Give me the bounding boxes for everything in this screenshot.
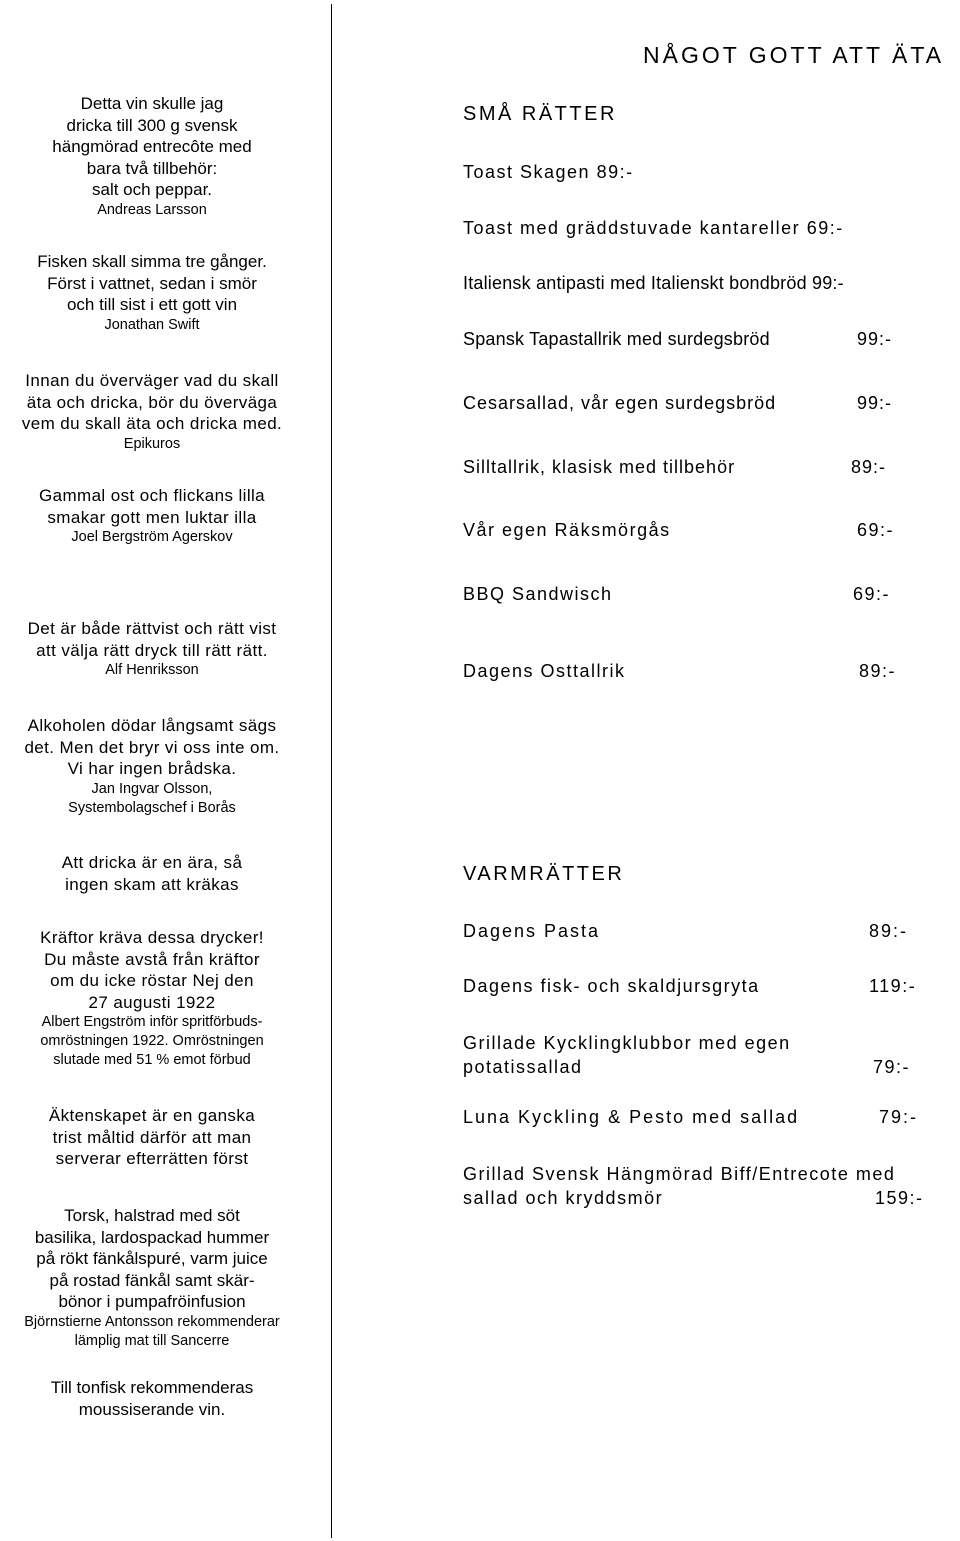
quote-line: trist måltid därför att man — [52, 1127, 252, 1147]
dish-price: 159:- — [875, 1188, 924, 1208]
small-dishes-heading: SMÅ RÄTTER — [463, 103, 617, 125]
quote-line: Kräftor kräva dessa drycker! — [40, 928, 264, 947]
menu-item — [463, 457, 735, 478]
dish-price: 79:- — [879, 1107, 919, 1127]
dish-name: Toast med gräddstuvade kantareller — [463, 218, 801, 238]
dish-name: Cesarsallad, vår egen surdegsbröd — [463, 393, 777, 413]
column-divider — [331, 4, 332, 1538]
quote-4 — [0, 485, 304, 547]
quote-line: Detta vin skulle jag — [80, 94, 224, 113]
quote-line: vem du skall äta och dricka med. — [21, 414, 283, 433]
quote-line: serverar efterrätten först — [55, 1149, 249, 1168]
dish-price: 99:- — [857, 393, 893, 413]
quote-2 — [0, 251, 304, 335]
dish-name: Dagens Pasta — [463, 921, 601, 941]
quote-line: och till sist i ett gott vin — [66, 295, 238, 314]
dish-price: 69:- — [806, 218, 844, 238]
menu-item — [463, 1031, 791, 1079]
quote-line: 27 augusti 1922 — [88, 992, 216, 1012]
quote-line: bara två tillbehör: — [86, 158, 218, 178]
quote-11 — [0, 1377, 304, 1420]
menu-item — [463, 393, 776, 414]
dish-name: Luna Kyckling & Pesto med sallad — [463, 1107, 800, 1127]
menu-item — [463, 976, 760, 997]
dish-price: 89:- — [596, 162, 634, 182]
menu-title: NÅGOT GOTT ATT ÄTA — [643, 42, 945, 68]
quote-line: Du måste avstå från kräftor — [44, 949, 260, 969]
dish-price: 99:- — [857, 329, 893, 349]
quote-author: Andreas Larsson — [97, 201, 207, 218]
dish-price: 89:- — [869, 921, 909, 941]
quote-6 — [0, 715, 304, 818]
quote-line: på rökt fänkålspuré, varm juice — [36, 1249, 268, 1268]
menu-item — [463, 921, 600, 942]
dish-price: 99:- — [812, 273, 844, 293]
dish-name: sallad och kryddsmör — [463, 1188, 664, 1208]
quote-author: lämplig mat till Sancerre — [74, 1332, 230, 1349]
quote-author: Björnstierne Antonsson rekommenderar — [24, 1313, 280, 1330]
quote-9 — [0, 1105, 304, 1170]
quote-3 — [0, 370, 304, 454]
quote-author: Epikuros — [123, 435, 181, 452]
quote-line: Innan du överväger vad du skall — [25, 371, 279, 390]
quote-line: salt och peppar. — [91, 180, 213, 199]
quote-author: Systembolagschef i Borås — [68, 799, 236, 816]
quote-line: det. Men det bryr vi oss inte om. — [24, 737, 280, 757]
quote-1 — [0, 93, 304, 220]
menu-item — [463, 329, 770, 350]
dish-name: Italiensk antipasti med Italienskt bondbröd — [463, 273, 807, 293]
menu-item — [463, 520, 671, 541]
quote-line: äta och dricka, bör du överväga — [26, 392, 278, 412]
menu-item — [463, 1162, 895, 1210]
quote-line: Torsk, halstrad med söt — [64, 1206, 240, 1225]
quote-line: om du icke röstar Nej den — [50, 971, 254, 990]
quote-line: Att dricka är en ära, så — [61, 853, 243, 872]
dish-name: Toast Skagen — [463, 162, 591, 182]
quote-line: Gammal ost och flickans lilla — [38, 486, 266, 505]
dish-name: Spansk Tapastallrik med surdegsbröd — [463, 329, 770, 349]
quote-line: smakar gott men luktar illa — [47, 507, 257, 527]
menu-item — [463, 584, 613, 605]
quote-author: Jonathan Swift — [104, 316, 200, 333]
quote-author: omröstningen 1922. Omröstningen — [40, 1033, 264, 1049]
dish-price: 69:- — [857, 520, 895, 540]
quote-line: dricka till 300 g svensk — [66, 115, 238, 135]
dish-name: BBQ Sandwisch — [463, 584, 613, 604]
quote-author: slutade med 51 % emot förbud — [53, 1052, 251, 1068]
quote-8 — [0, 927, 304, 1070]
dish-name: Silltallrik, klasisk med tillbehör — [463, 457, 736, 477]
quote-author: Joel Bergström Agerskov — [71, 529, 233, 545]
dish-price: 79:- — [873, 1057, 911, 1077]
quote-line: ingen skam att kräkas — [65, 874, 239, 894]
menu-item — [463, 1107, 799, 1128]
menu-item — [463, 661, 626, 682]
dish-name: Grillade Kycklingklubbor med egen — [463, 1033, 791, 1053]
dish-name: Dagens fisk- och skaldjursgryta — [463, 976, 760, 996]
quote-line: Till tonfisk rekommenderas — [50, 1378, 254, 1397]
quote-line: Alkoholen dödar långsamt sägs — [27, 716, 277, 735]
dish-price: 69:- — [853, 584, 891, 604]
dish-price: 119:- — [869, 976, 917, 996]
menu-item — [463, 218, 844, 239]
quote-line: moussiserande vin. — [78, 1399, 226, 1419]
quote-line: på rostad fänkål samt skär- — [49, 1270, 255, 1290]
warm-dishes-heading: VARMRÄTTER — [463, 863, 625, 885]
menu-item — [463, 273, 844, 294]
dish-price: 89:- — [859, 661, 897, 681]
quote-author: Albert Engström inför spritförbuds- — [41, 1014, 263, 1030]
quote-5 — [0, 618, 304, 680]
quote-author: Jan Ingvar Olsson, — [91, 780, 213, 797]
dish-name: Grillad Svensk Hängmörad Biff/Entrecote med — [463, 1164, 896, 1184]
quote-line: bönor i pumpafröinfusion — [58, 1292, 246, 1311]
dish-name: potatissallad — [463, 1057, 583, 1077]
quote-7 — [0, 852, 304, 895]
quote-author: Alf Henriksson — [105, 662, 199, 678]
dish-name: Vår egen Räksmörgås — [463, 520, 671, 540]
quote-line: hängmörad entrecôte med — [52, 137, 252, 156]
quote-line: basilika, lardospackad hummer — [34, 1227, 270, 1247]
dish-price: 89:- — [851, 457, 887, 477]
quote-line: Först i vattnet, sedan i smör — [47, 273, 257, 293]
menu-item — [463, 162, 634, 183]
quote-line: Vi har ingen brådska. — [67, 759, 237, 778]
quote-line: Det är både rättvist och rätt vist — [27, 619, 277, 638]
quote-line: att välja rätt dryck till rätt rätt. — [36, 640, 268, 660]
quote-10 — [0, 1205, 304, 1351]
dish-name: Dagens Osttallrik — [463, 661, 626, 681]
quote-line: Äktenskapet är en ganska — [48, 1106, 256, 1125]
quote-line: Fisken skall simma tre gånger. — [37, 252, 267, 271]
